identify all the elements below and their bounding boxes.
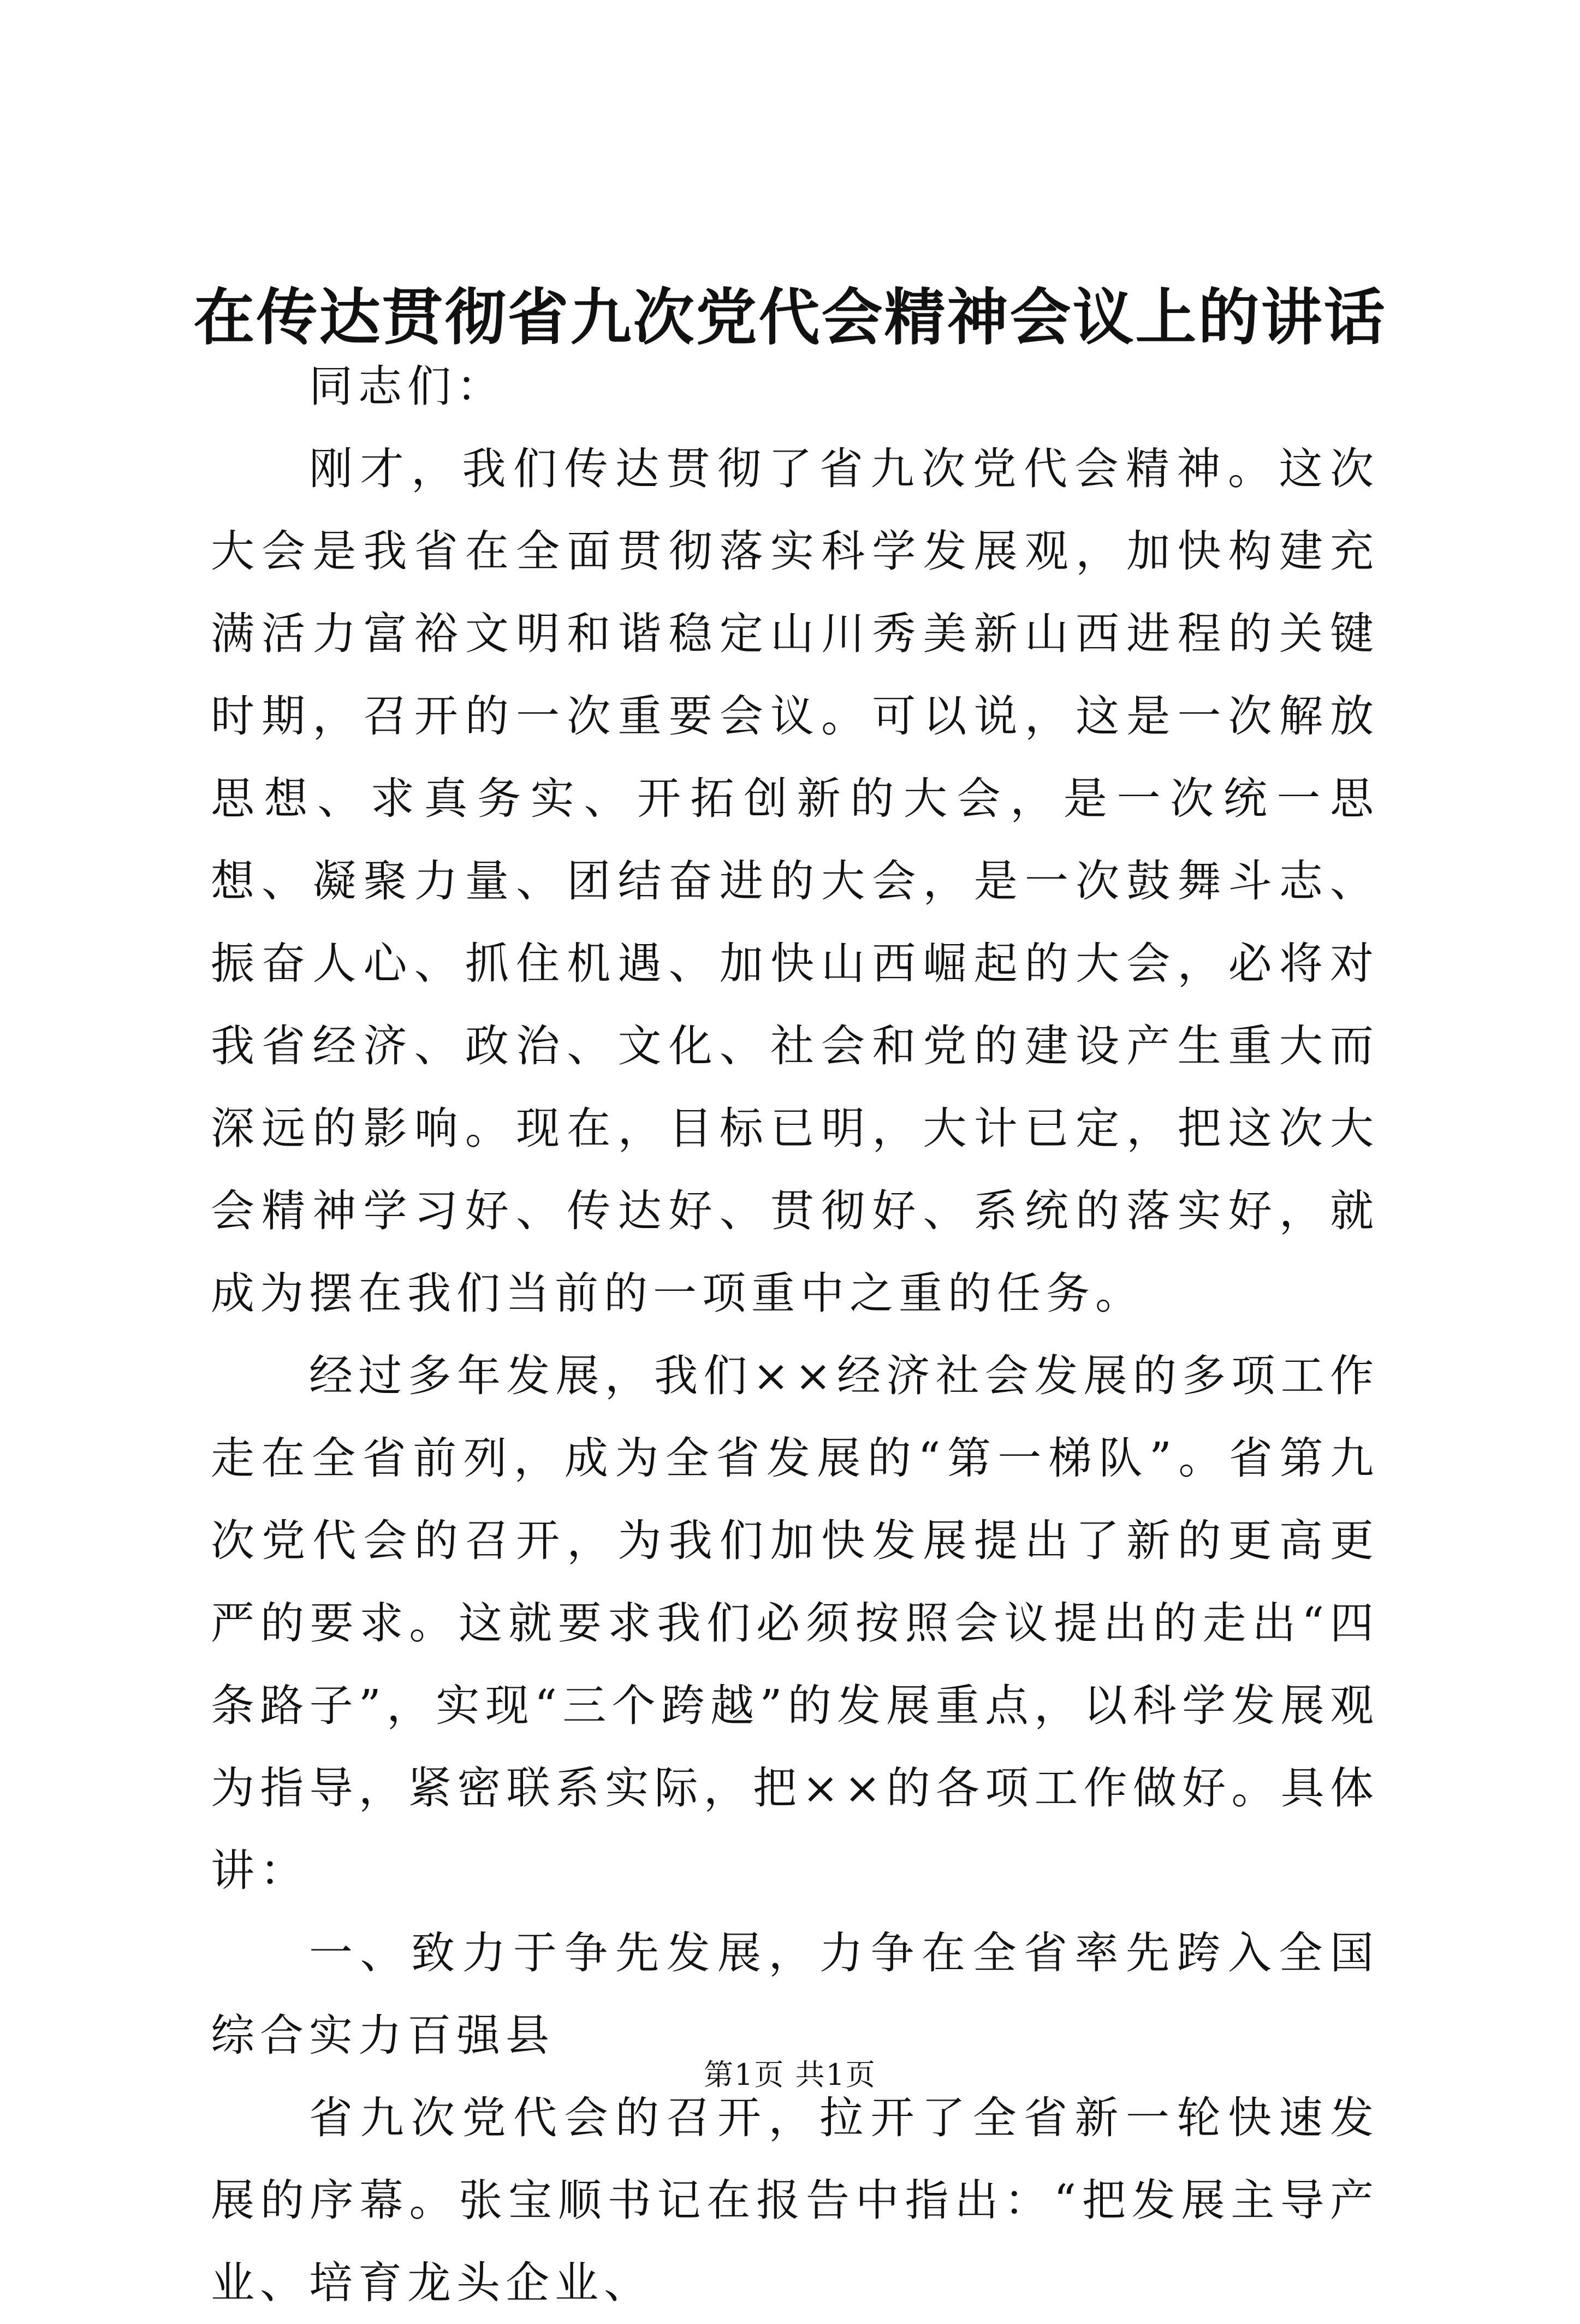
salutation: 同志们： bbox=[309, 361, 506, 412]
body-paragraph: 刚才，我们传达贯彻了省九次党代会精神。这次大会是我省在全面贯彻落实科学发展观，加快构建充满活力富裕文明和谐稳定山川秀美新山西进程的关键时期，召开的一次重要会议。可以说，这是一次解放思想、求真务实、开拓创新的大会，是一次统一思想、凝聚力量、团结奋进的大会，是一次鼓舞斗志、振奋人心、抓住机遇、加快山西崛起的大会，必将对我省经济、政治、文化、社会和党的建设产生重大而深远的影响。现在，目标已明，大计已定，把这次大会精神学习好、传达好、贯彻好、系统的落实好，就成为摆在我们当前的一项重中之重的任务。 bbox=[211, 443, 1379, 1319]
section-heading: 一、致力于争先发展，力争在全省率先跨入全国综合实力百强县 bbox=[211, 1928, 1379, 2061]
document-body bbox=[211, 345, 1379, 2324]
document-title: 在传达贯彻省九次党代会精神会议上的讲话 bbox=[193, 282, 1387, 353]
body-paragraph: 经过多年发展，我们××经济社会发展的多项工作走在全省前列，成为全省发展的“第一梯队”。省第九次党代会的召开，为我们加快发展提出了新的更高更严的要求。这就要求我们必须按照会议提出的走出“四条路子”，实现“三个跨越”的发展重点，以科学发展观为指导，紧密联系实际，把××的各项工作做好。具体讲： bbox=[211, 1350, 1379, 1896]
page-footer: 第1页 共1页 bbox=[704, 2058, 876, 2092]
body-paragraph: 省九次党代会的召开，拉开了全省新一轮快速发展的序幕。张宝顺书记在报告中指出：“把发展主导产业、培育龙头企业、 bbox=[211, 2092, 1379, 2308]
